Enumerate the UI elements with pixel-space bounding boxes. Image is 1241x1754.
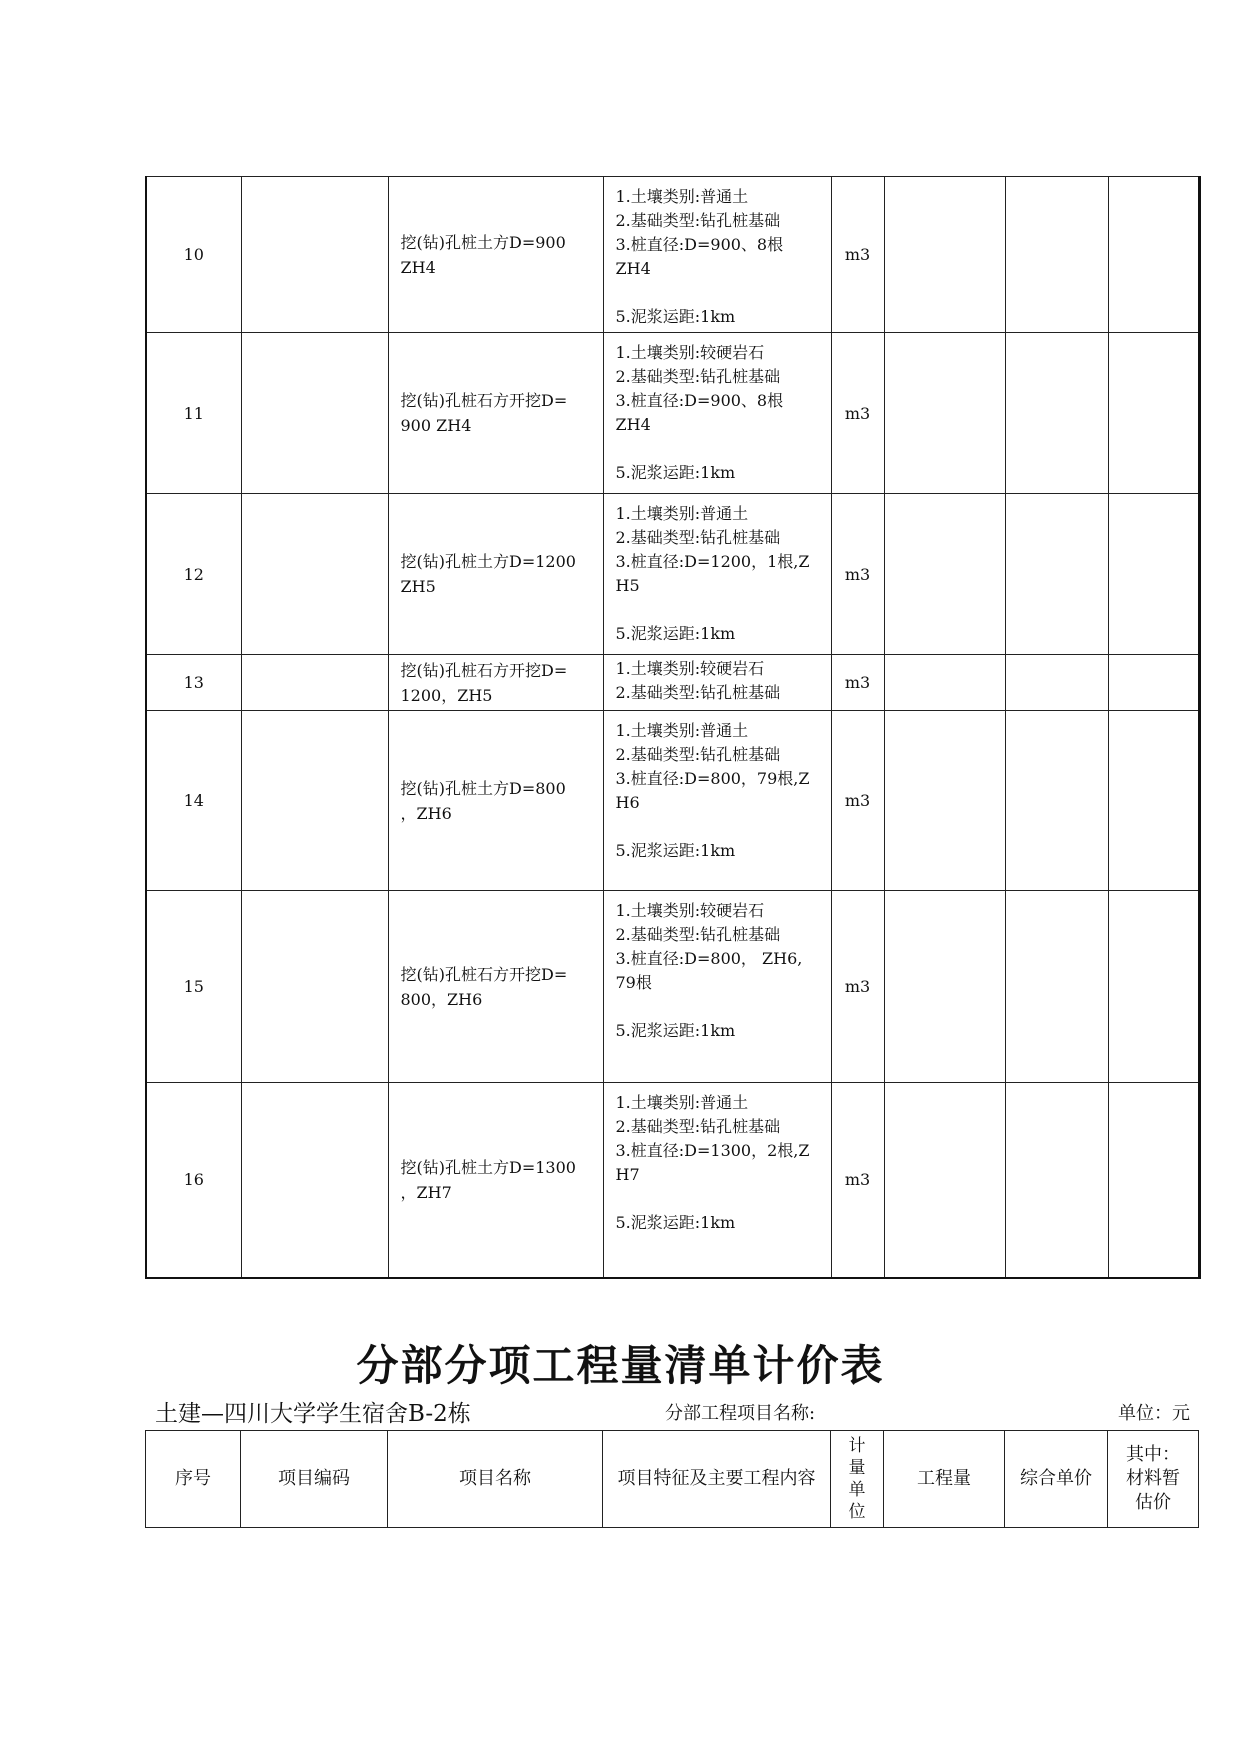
unit-cell: m3	[831, 891, 884, 1083]
header-unit-line: 单	[848, 1480, 866, 1500]
unit-cell: m3	[831, 333, 884, 494]
feature-line: 2.基础类型:钻孔桩基础	[615, 745, 781, 764]
item-name-line: 挖(钻)孔桩土方D=1300	[400, 1157, 576, 1177]
table-header-block	[145, 1430, 1198, 1528]
quantity-cell	[884, 891, 1005, 1083]
item-name-line: 挖(钻)孔桩石方开挖D=	[400, 391, 568, 410]
feature-line: 5.泥浆运距:1km	[615, 463, 736, 482]
header-unit-price: 综合单价	[1005, 1431, 1108, 1528]
feature-line: 1.土壤类别:普通土	[615, 721, 749, 740]
item-name-line: ZH5	[400, 577, 436, 596]
unit-cell: m3	[831, 494, 884, 655]
feature-line: 79根	[615, 973, 652, 992]
unit-cell: m3	[831, 177, 884, 333]
header-unit-line: 量	[848, 1458, 866, 1478]
unit-cell: m3	[831, 711, 884, 891]
header-material-line: 材料暂	[1126, 1468, 1180, 1489]
item-name-line: ZH4	[400, 257, 436, 277]
row-number: 13	[146, 655, 241, 711]
item-feature-cell	[603, 1083, 831, 1278]
feature-line: H5	[615, 576, 640, 595]
quantity-cell	[884, 1083, 1005, 1278]
feature-line: 5.泥浆运距:1km	[615, 1021, 736, 1040]
row-number: 10	[146, 177, 241, 333]
table-row	[146, 891, 1199, 1083]
unit-cell: m3	[831, 1083, 884, 1278]
feature-line: 1.土壤类别:较硬岩石	[615, 659, 765, 678]
feature-line: 5.泥浆运距:1km	[615, 307, 736, 326]
item-name-cell	[388, 333, 603, 494]
header-material-line: 其中：	[1126, 1444, 1180, 1465]
unit-cell: m3	[831, 655, 884, 711]
feature-line	[616, 1187, 825, 1211]
bill-items-table	[145, 176, 1201, 1279]
header-code: 项目编码	[241, 1431, 388, 1528]
item-code-cell	[241, 494, 388, 655]
feature-line: 3.桩直径:D=1200，1根,Z	[615, 552, 810, 571]
table-row	[146, 494, 1199, 655]
feature-line: ZH4	[615, 415, 651, 434]
feature-line: 2.基础类型:钻孔桩基础	[615, 528, 781, 547]
header-material-line: 估价	[1135, 1492, 1171, 1513]
unit-price-cell	[1005, 711, 1108, 891]
item-feature-cell	[603, 333, 831, 494]
item-code-cell	[241, 655, 388, 711]
header-material-estimate	[1108, 1431, 1199, 1528]
feature-line: 1.土壤类别:普通土	[615, 1093, 749, 1112]
material-estimate-cell	[1108, 1083, 1199, 1278]
feature-line: 2.基础类型:钻孔桩基础	[615, 1117, 781, 1136]
feature-line: 3.桩直径:D=800， ZH6,	[615, 949, 803, 968]
table-row	[146, 711, 1199, 891]
item-feature-cell	[603, 494, 831, 655]
project-name: 土建—四川大学学生宿舍B-2栋	[155, 1401, 471, 1427]
feature-line	[616, 437, 825, 461]
item-name-line: 900 ZH4	[400, 416, 472, 435]
header-feature: 项目特征及主要工程内容	[603, 1431, 831, 1528]
item-name-line: 挖(钻)孔桩土方D=1200	[400, 552, 576, 571]
item-code-cell	[241, 1083, 388, 1278]
feature-line: 1.土壤类别:普通土	[615, 504, 749, 523]
feature-line: 2.基础类型:钻孔桩基础	[615, 367, 781, 386]
header-unit-line: 位	[848, 1502, 866, 1522]
feature-line: 3.桩直径:D=900、8根	[615, 391, 784, 410]
item-name-line: 1200，ZH5	[400, 685, 493, 705]
header-table	[145, 1430, 1199, 1528]
section-name-label: 分部工程项目名称:	[665, 1403, 816, 1424]
item-name-line: 挖(钻)孔桩土方D=900	[400, 232, 566, 252]
feature-line: 1.土壤类别:普通土	[615, 187, 749, 206]
table-row	[146, 1083, 1199, 1278]
table-row	[146, 655, 1199, 711]
quantity-cell	[884, 655, 1005, 711]
feature-line: 5.泥浆运距:1km	[615, 841, 736, 860]
feature-line: 3.桩直径:D=900、8根	[615, 235, 784, 254]
unit-price-cell	[1005, 1083, 1108, 1278]
material-estimate-cell	[1108, 333, 1199, 494]
header-no: 序号	[146, 1431, 241, 1528]
feature-line: 2.基础类型:钻孔桩基础	[615, 211, 781, 230]
feature-line: 3.桩直径:D=800，79根,Z	[615, 769, 810, 788]
material-estimate-cell	[1108, 177, 1199, 333]
item-name-line: 800，ZH6	[400, 989, 483, 1009]
feature-line: ZH4	[615, 259, 651, 278]
item-name-cell	[388, 891, 603, 1083]
item-code-cell	[241, 177, 388, 333]
item-feature-cell	[603, 711, 831, 891]
unit-price-cell	[1005, 655, 1108, 711]
feature-line: 3.桩直径:D=1300，2根,Z	[615, 1141, 810, 1160]
item-code-cell	[241, 333, 388, 494]
row-number: 16	[146, 1083, 241, 1278]
item-name-line: ，ZH7	[400, 1182, 452, 1202]
row-number: 11	[146, 333, 241, 494]
feature-line	[616, 598, 825, 622]
material-estimate-cell	[1108, 711, 1199, 891]
item-name-line: 挖(钻)孔桩土方D=800	[400, 778, 566, 798]
feature-line	[616, 815, 825, 839]
feature-line: H6	[615, 793, 640, 812]
item-code-cell	[241, 711, 388, 891]
feature-line: 2.基础类型:钻孔桩基础	[615, 925, 781, 944]
item-name-cell	[388, 655, 603, 711]
row-number: 15	[146, 891, 241, 1083]
item-name-line: ，ZH6	[400, 803, 452, 823]
quantity-cell	[884, 494, 1005, 655]
feature-line: 5.泥浆运距:1km	[615, 1213, 736, 1232]
item-code-cell	[241, 891, 388, 1083]
quantity-cell	[884, 333, 1005, 494]
quantity-cell	[884, 177, 1005, 333]
currency-unit-label: 单位：元	[1118, 1403, 1190, 1424]
item-name-line: 挖(钻)孔桩石方开挖D=	[400, 660, 568, 680]
quantity-bill-table-continued	[145, 176, 1198, 1279]
unit-price-cell	[1005, 333, 1108, 494]
item-name-cell	[388, 177, 603, 333]
feature-line: 1.土壤类别:较硬岩石	[615, 901, 765, 920]
item-name-cell	[388, 711, 603, 891]
feature-line: 5.泥浆运距:1km	[615, 624, 736, 643]
header-unit-line: 计	[848, 1436, 866, 1456]
table-row	[146, 177, 1199, 333]
page-title: 分部分项工程量清单计价表	[356, 1341, 885, 1390]
title-subheader	[155, 1395, 1190, 1425]
feature-line	[616, 281, 825, 305]
feature-line	[616, 995, 825, 1019]
row-number: 12	[146, 494, 241, 655]
item-name-cell	[388, 1083, 603, 1278]
quantity-cell	[884, 711, 1005, 891]
feature-line: 2.基础类型:钻孔桩基础	[615, 683, 781, 702]
item-name-cell	[388, 494, 603, 655]
header-name: 项目名称	[388, 1431, 603, 1528]
row-number: 14	[146, 711, 241, 891]
unit-price-cell	[1005, 891, 1108, 1083]
material-estimate-cell	[1108, 891, 1199, 1083]
feature-line: 1.土壤类别:较硬岩石	[615, 343, 765, 362]
unit-price-cell	[1005, 177, 1108, 333]
header-unit	[831, 1431, 884, 1528]
item-feature-cell	[603, 177, 831, 333]
table-row	[146, 333, 1199, 494]
item-feature-cell	[603, 891, 831, 1083]
material-estimate-cell	[1108, 494, 1199, 655]
item-name-line: 挖(钻)孔桩石方开挖D=	[400, 964, 568, 984]
feature-line: H7	[615, 1165, 640, 1184]
header-quantity: 工程量	[884, 1431, 1005, 1528]
item-feature-cell	[603, 655, 831, 711]
material-estimate-cell	[1108, 655, 1199, 711]
unit-price-cell	[1005, 494, 1108, 655]
